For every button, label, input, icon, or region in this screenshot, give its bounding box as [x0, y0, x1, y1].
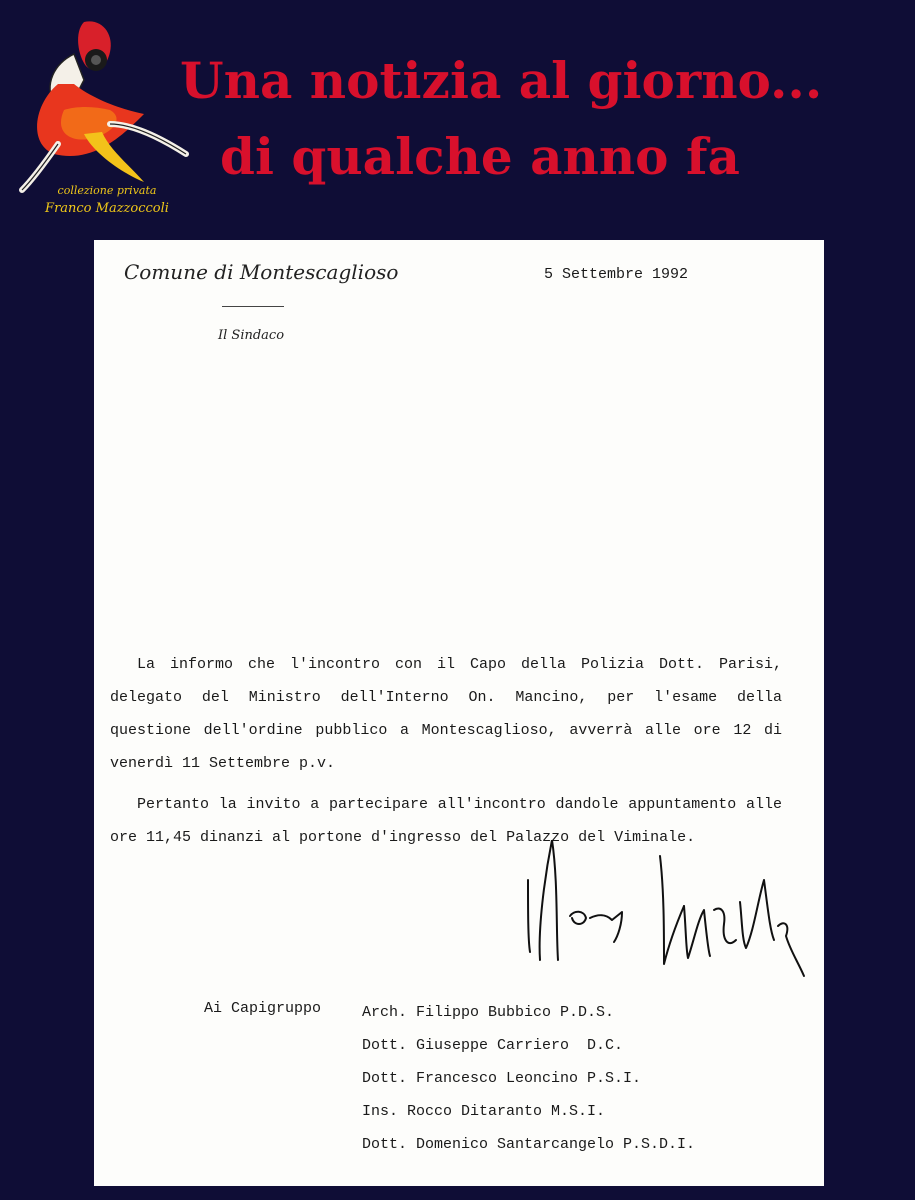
letter-date: 5 Settembre 1992 — [544, 266, 689, 283]
paragraph-1-text: La informo che l'incontro con il Capo della Polizia Dott. Parisi, delegato del Ministro dell'Interno On. Mancino, per l'esame della questione dell'ordine pubblico a Montescaglioso, avverrà alle ore 12 di venerdì 11 Settembre p.v. — [110, 656, 782, 772]
letter-paragraph-1 — [110, 648, 782, 780]
headline-line-2: di qualche anno fa — [220, 127, 740, 186]
letter-document — [94, 240, 824, 1186]
recipient-item: Dott. Francesco Leoncino P.S.I. — [362, 1070, 642, 1087]
recipient-item: Ins. Rocco Ditaranto M.S.I. — [362, 1103, 606, 1120]
recipients-list — [362, 996, 695, 1161]
handwritten-signature — [514, 840, 814, 990]
paragraph-2-text: Pertanto la invito a partecipare all'incontro dandole appuntamento alle ore 11,45 dinanzi al portone d'ingresso del Palazzo del Viminale. — [110, 796, 782, 846]
logo-caption-collection: collezione privata — [57, 184, 157, 197]
letterhead-divider — [222, 306, 284, 307]
recipients-label: Ai Capigruppo — [204, 1000, 322, 1017]
recipient-item: Dott. Giuseppe Carriero D.C. — [362, 1037, 624, 1054]
logo-caption-owner: Franco Mazzoccoli — [45, 201, 169, 216]
recipient-item: Dott. Domenico Santarcangelo P.S.D.I. — [362, 1136, 696, 1153]
office-title: Il Sindaco — [218, 328, 285, 343]
letterhead: Comune di Montescaglioso — [124, 260, 399, 284]
recipient-item: Arch. Filippo Bubbico P.D.S. — [362, 1004, 615, 1021]
headline-line-1: Una notizia al giorno... — [180, 51, 823, 110]
